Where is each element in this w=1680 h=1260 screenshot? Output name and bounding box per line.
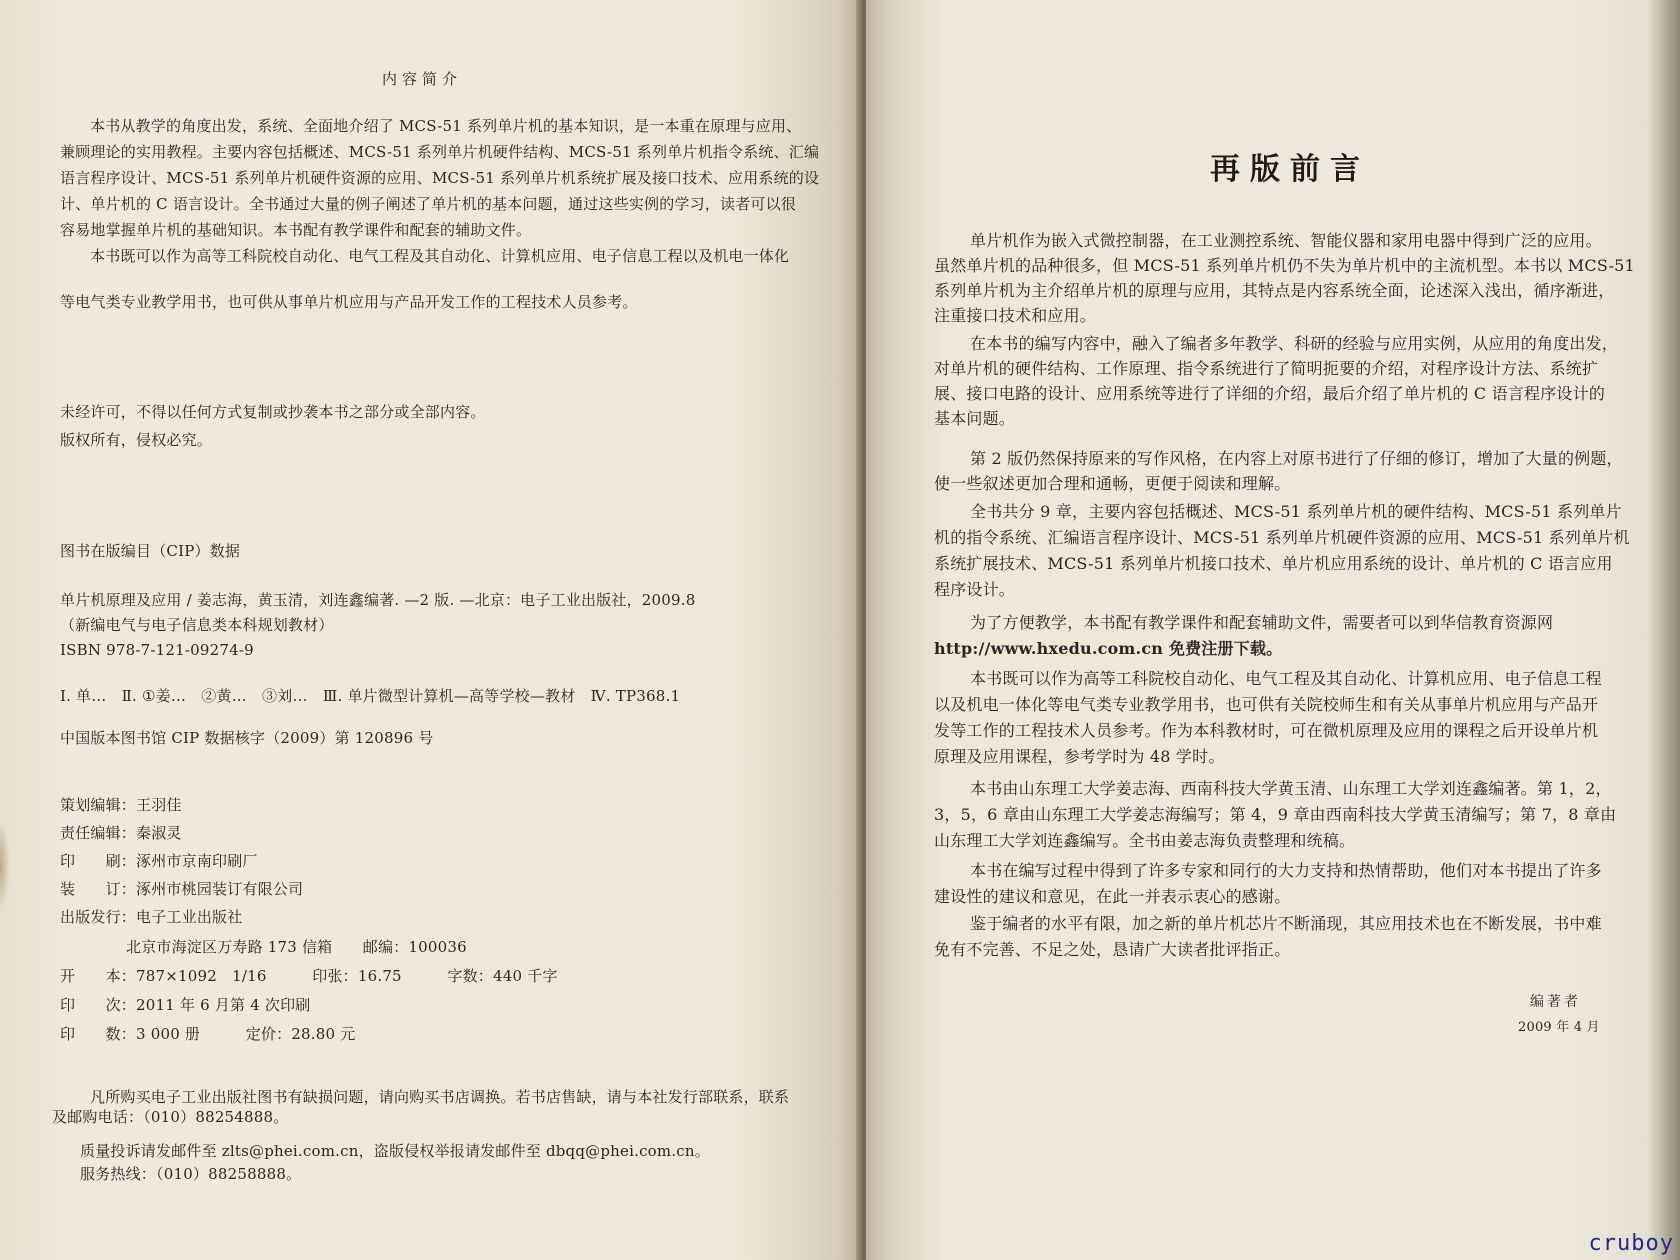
preface-line: 虽然单片机的品种很多，但 MCS-51 系列单片机仍不失为单片机中的主流机型。本书以 MCS-51	[934, 256, 1635, 275]
intro-line: 容易地掌握单片机的基础知识。本书配有教学课件和配套的辅助文件。	[60, 221, 532, 239]
preface-line: 免有不完善、不足之处，恳请广大读者批评指正。	[934, 940, 1291, 959]
preface-line: 山东理工大学刘连鑫编写。全书由姜志海负责整理和统稿。	[934, 831, 1356, 850]
preface-title: 再版前言	[1210, 152, 1370, 187]
preface-line: 建设性的建议和意见，在此一并表示衷心的感谢。	[934, 887, 1291, 906]
spec-copies: 印 数：3 000 册 定价：28.80 元	[60, 1025, 356, 1043]
intro-title: 内容简介	[382, 70, 463, 88]
intro-line: 兼顾理论的实用教程。主要内容包括概述、MCS-51 系列单片机硬件结构、MCS-51 系列单片机指令系统、汇编	[60, 143, 820, 161]
preface-line: 发等工作的工程技术人员参考。作为本科教材时，可在微机原理及应用的课程之后开设单片机	[934, 721, 1599, 740]
publisher-address: 北京市海淀区万寿路 173 信箱 邮编：100036	[126, 938, 467, 956]
preface-line: 对单片机的硬件结构、工作原理、指令系统进行了简明扼要的介绍，对程序设计方法、系统扩	[934, 359, 1599, 378]
preface-line: 使一些叙述更加合理和通畅，更便于阅读和理解。	[934, 474, 1291, 493]
preface-line: 本书由山东理工大学姜志海、西南科技大学黄玉清、山东理工大学刘连鑫编著。第 1，2，	[970, 779, 1612, 798]
cip-line: （新编电气与电子信息类本科规划教材）	[60, 616, 334, 634]
preface-line: 基本问题。	[934, 409, 1016, 428]
preface-date: 2009 年 4 月	[1518, 1020, 1600, 1035]
imprint-editor-planning: 策划编辑：王羽佳	[60, 796, 182, 814]
preface-line: 以及机电一体化等电气类专业教学用书，也可供有关院校师生和有关从事单片机应用与产品开	[934, 695, 1599, 714]
cip-line: 单片机原理及应用 / 姜志海，黄玉清，刘连鑫编著. —2 版. —北京：电子工业出版社，2009.8	[60, 591, 696, 609]
preface-line: 本书既可以作为高等工科院校自动化、电气工程及其自动化、计算机应用、电子信息工程	[970, 669, 1602, 688]
notice-line: 及邮购电话：（010）88254888。	[52, 1108, 289, 1126]
copyright-line: 版权所有，侵权必究。	[60, 431, 213, 449]
cip-classification: Ⅰ. 单… Ⅱ. ①姜… ②黄… ③刘… Ⅲ. 单片微型计算机—高等学校—教材 Ⅳ. TP368.1	[60, 687, 681, 705]
imprint-printer: 印 刷：涿州市京南印刷厂	[60, 852, 258, 870]
right-page-preface	[866, 0, 1680, 1260]
imprint-binder: 装 订：涿州市桃园装订有限公司	[60, 880, 304, 898]
spec-format: 开 本：787×1092 1/16 印张：16.75 字数：440 千字	[60, 967, 558, 985]
preface-line: 本书在编写过程中得到了许多专家和同行的大力支持和热情帮助，他们对本书提出了许多	[970, 861, 1602, 880]
spec-printing: 印 次：2011 年 6 月第 4 次印刷	[60, 996, 311, 1014]
imprint-publisher: 出版发行：电子工业出版社	[60, 908, 243, 926]
preface-line-download: http://www.hxedu.com.cn 免费注册下载。	[934, 639, 1283, 658]
preface-line: 鉴于编者的水平有限，加之新的单片机芯片不断涌现，其应用技术也在不断发展，书中难	[970, 914, 1602, 933]
preface-line: 程序设计。	[934, 580, 1016, 599]
intro-line: 本书从教学的角度出发，系统、全面地介绍了 MCS-51 系列单片机的基本知识，是一本重在原理与应用、	[90, 117, 802, 135]
notice-line: 凡所购买电子工业出版社图书有缺损问题，请向购买书店调换。若书店售缺，请与本社发行部联系，联系	[90, 1088, 790, 1106]
preface-line: 展、接口电路的设计、应用系统等进行了详细的介绍，最后介绍了单片机的 C 语言程序设计的	[934, 384, 1606, 403]
preface-line: 原理及应用课程，参考学时为 48 学时。	[934, 747, 1225, 766]
preface-line: 为了方便教学，本书配有教学课件和配套辅助文件，需要者可以到华信教育资源网	[970, 613, 1554, 632]
preface-line: 单片机作为嵌入式微控制器，在工业测控系统、智能仪器和家用电器中得到广泛的应用。	[970, 231, 1602, 250]
preface-line: 系统扩展技术、MCS-51 系列单片机接口技术、单片机应用系统的设计、单片机的 C 语言应用	[934, 554, 1613, 573]
intro-line: 等电气类专业教学用书，也可供从事单片机应用与产品开发工作的工程技术人员参考。	[60, 293, 638, 311]
preface-line: 3，5，6 章由山东理工大学姜志海编写；第 4，9 章由西南科技大学黄玉清编写；第 7，8 章由	[934, 805, 1617, 824]
intro-line: 计、单片机的 C 语言设计。全书通过大量的例子阐述了单片机的基本问题，通过这些实例的学习，读者可以很	[60, 195, 797, 213]
preface-line: 全书共分 9 章，主要内容包括概述、MCS-51 系列单片机的硬件结构、MCS-51 系列单片	[970, 502, 1622, 521]
preface-line: 注重接口技术和应用。	[934, 306, 1097, 325]
page-edge-stain	[0, 820, 10, 910]
preface-line: 在本书的编写内容中，融入了编者多年教学、科研的经验与应用实例，从应用的角度出发，	[970, 334, 1619, 353]
intro-line: 语言程序设计、MCS-51 系列单片机硬件资源的应用、MCS-51 系列单片机系统扩展及接口技术、应用系统的设	[60, 169, 820, 187]
preface-signature: 编著者	[1530, 994, 1581, 1010]
preface-line: 系列单片机为主介绍单片机的原理与应用，其特点是内容系统全面，论述深入浅出，循序渐进，	[934, 281, 1615, 300]
cip-line: ISBN 978-7-121-09274-9	[60, 641, 254, 659]
cip-heading: 图书在版编目（CIP）数据	[60, 542, 241, 560]
notice-line: 质量投诉请发邮件至 zlts@phei.com.cn，盗版侵权举报请发邮件至 dbqq@phei.com.cn。	[80, 1142, 710, 1160]
cip-record: 中国版本图书馆 CIP 数据核字（2009）第 120896 号	[60, 729, 434, 747]
notice-line: 服务热线：（010）88258888。	[80, 1165, 302, 1183]
preface-line: 第 2 版仍然保持原来的写作风格，在内容上对原书进行了仔细的修订，增加了大量的例题，	[970, 449, 1623, 468]
copyright-line: 未经许可，不得以任何方式复制或抄袭本书之部分或全部内容。	[60, 403, 486, 421]
imprint-editor-responsible: 责任编辑：秦淑灵	[60, 824, 182, 842]
preface-line: 机的指令系统、汇编语言程序设计、MCS-51 系列单片机硬件资源的应用、MCS-51 系列单片机	[934, 528, 1630, 547]
intro-line: 本书既可以作为高等工科院校自动化、电气工程及其自动化、计算机应用、电子信息工程以及机电一体化	[90, 247, 790, 265]
watermark-text: cruboy	[1588, 1231, 1674, 1256]
